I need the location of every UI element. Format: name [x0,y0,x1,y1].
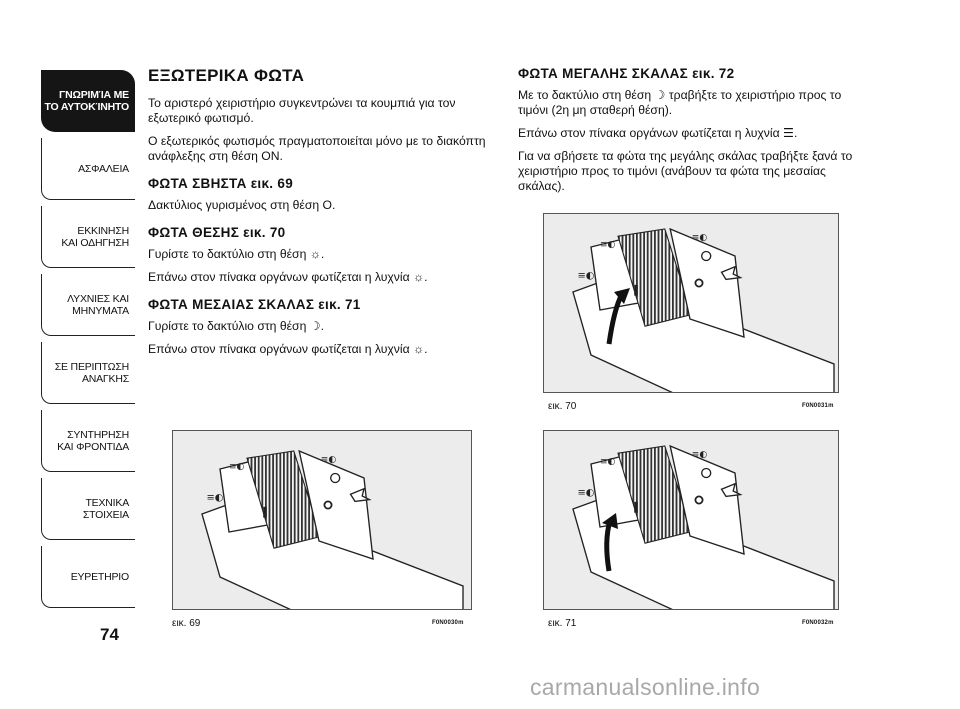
tab-maintenance[interactable]: ΣΥΝΤΗΡΗΣΗ ΚΑΙ ΦΡΟΝΤΙΔΑ [41,410,135,472]
watermark: carmanualsonline.info [530,674,761,700]
tab-index[interactable]: ΕΥΡΕΤΗΡΙΟ [41,546,135,608]
text-side-lights: Γυρίστε το δακτύλιο στη θέση ☼. [148,247,325,261]
figure-70-code: F0N0031m [802,403,834,409]
stalk-lights-off-illustration [173,431,471,609]
figure-71-caption: εικ. 71 [548,618,577,629]
tab-safety[interactable]: ΑΣΦΑΛΕΙΑ [41,138,135,200]
figure-69-caption: εικ. 69 [172,618,201,629]
figure-70 [543,213,839,393]
heading-dipped-beam: ΦΩΤΑ ΜΕΣΑΙΑΣ ΣΚΑΛΑΣ εικ. 71 [148,297,361,312]
left-column [148,66,498,365]
tab-warning-lights[interactable]: ΛΥΧΝΙΕΣ ΚΑΙ ΜΗΝΥΜΑΤΑ [41,274,135,336]
text-main-beam-warning: Επάνω στον πίνακα οργάνων φωτίζεται η λυχνία ☰. [518,126,798,140]
figure-71 [543,430,839,610]
page-number: 74 [100,625,119,644]
tab-getting-to-know[interactable]: ΓΝΩΡΙΜΊΑ ΜΕ ΤΟ ΑΥΤΟΚΊΝΗΤΟ [41,70,135,132]
text-dipped-beam-warning: Επάνω στον πίνακα οργάνων φωτίζεται η λυχνία ☼. [148,342,428,356]
text-lights-off: Δακτύλιος γυρισμένος στη θέση O. [148,198,336,212]
text-main-beam-off: Για να σβήσετε τα φώτα της μεγάλης σκάλας τραβήξτε ξανά το χειριστήριο προς το τιμόνι (ανάβουν τα φώτα της μεσαίας σκάλας). [518,149,853,193]
heading-lights-off: ΦΩΤΑ ΣΒΗΣΤΑ εικ. 69 [148,176,293,191]
text-dipped-beam: Γυρίστε το δακτύλιο στη θέση ☽. [148,319,325,333]
ignition-paragraph: Ο εξωτερικός φωτισμός πραγματοποιείται μόνο με το διακόπτη ανάφλεξης στη θέση ON. [148,134,486,163]
right-column [518,66,868,202]
intro-paragraph: Το αριστερό χειριστήριο συγκεντρώνει τα κουμπιά για τον εξωτερικό φωτισμό. [148,96,456,125]
section-sidebar [41,70,135,614]
figure-69 [172,430,472,610]
text-main-beam: Με το δακτύλιο στη θέση ☽ τραβήξτε το χειριστήριο προς το τιμόνι (2η μη σταθερή θέση). [518,88,842,117]
tab-technical-data[interactable]: ΤΕΧΝΙΚΑ ΣΤΟΙΧΕΙΑ [41,478,135,540]
figure-71-code: F0N0032m [802,620,834,626]
page-title: ΕΞΩΤΕΡΙΚΑ ΦΩΤΑ [148,66,305,85]
tab-emergency[interactable]: ΣΕ ΠΕΡΙΠΤΩΣΗ ΑΝΑΓΚΗΣ [41,342,135,404]
tab-starting-driving[interactable]: ΕΚΚΙΝΗΣΗ ΚΑΙ ΟΔΗΓΗΣΗ [41,206,135,268]
stalk-side-lights-illustration [544,214,838,392]
text-side-lights-warning: Επάνω στον πίνακα οργάνων φωτίζεται η λυχνία ☼. [148,270,428,284]
figure-70-caption: εικ. 70 [548,401,577,412]
stalk-dipped-beam-illustration [544,431,838,609]
heading-main-beam: ΦΩΤΑ ΜΕΓΑΛΗΣ ΣΚΑΛΑΣ εικ. 72 [518,66,735,81]
figure-69-code: F0N0030m [432,620,464,626]
heading-side-lights: ΦΩΤΑ ΘΕΣΗΣ εικ. 70 [148,225,286,240]
